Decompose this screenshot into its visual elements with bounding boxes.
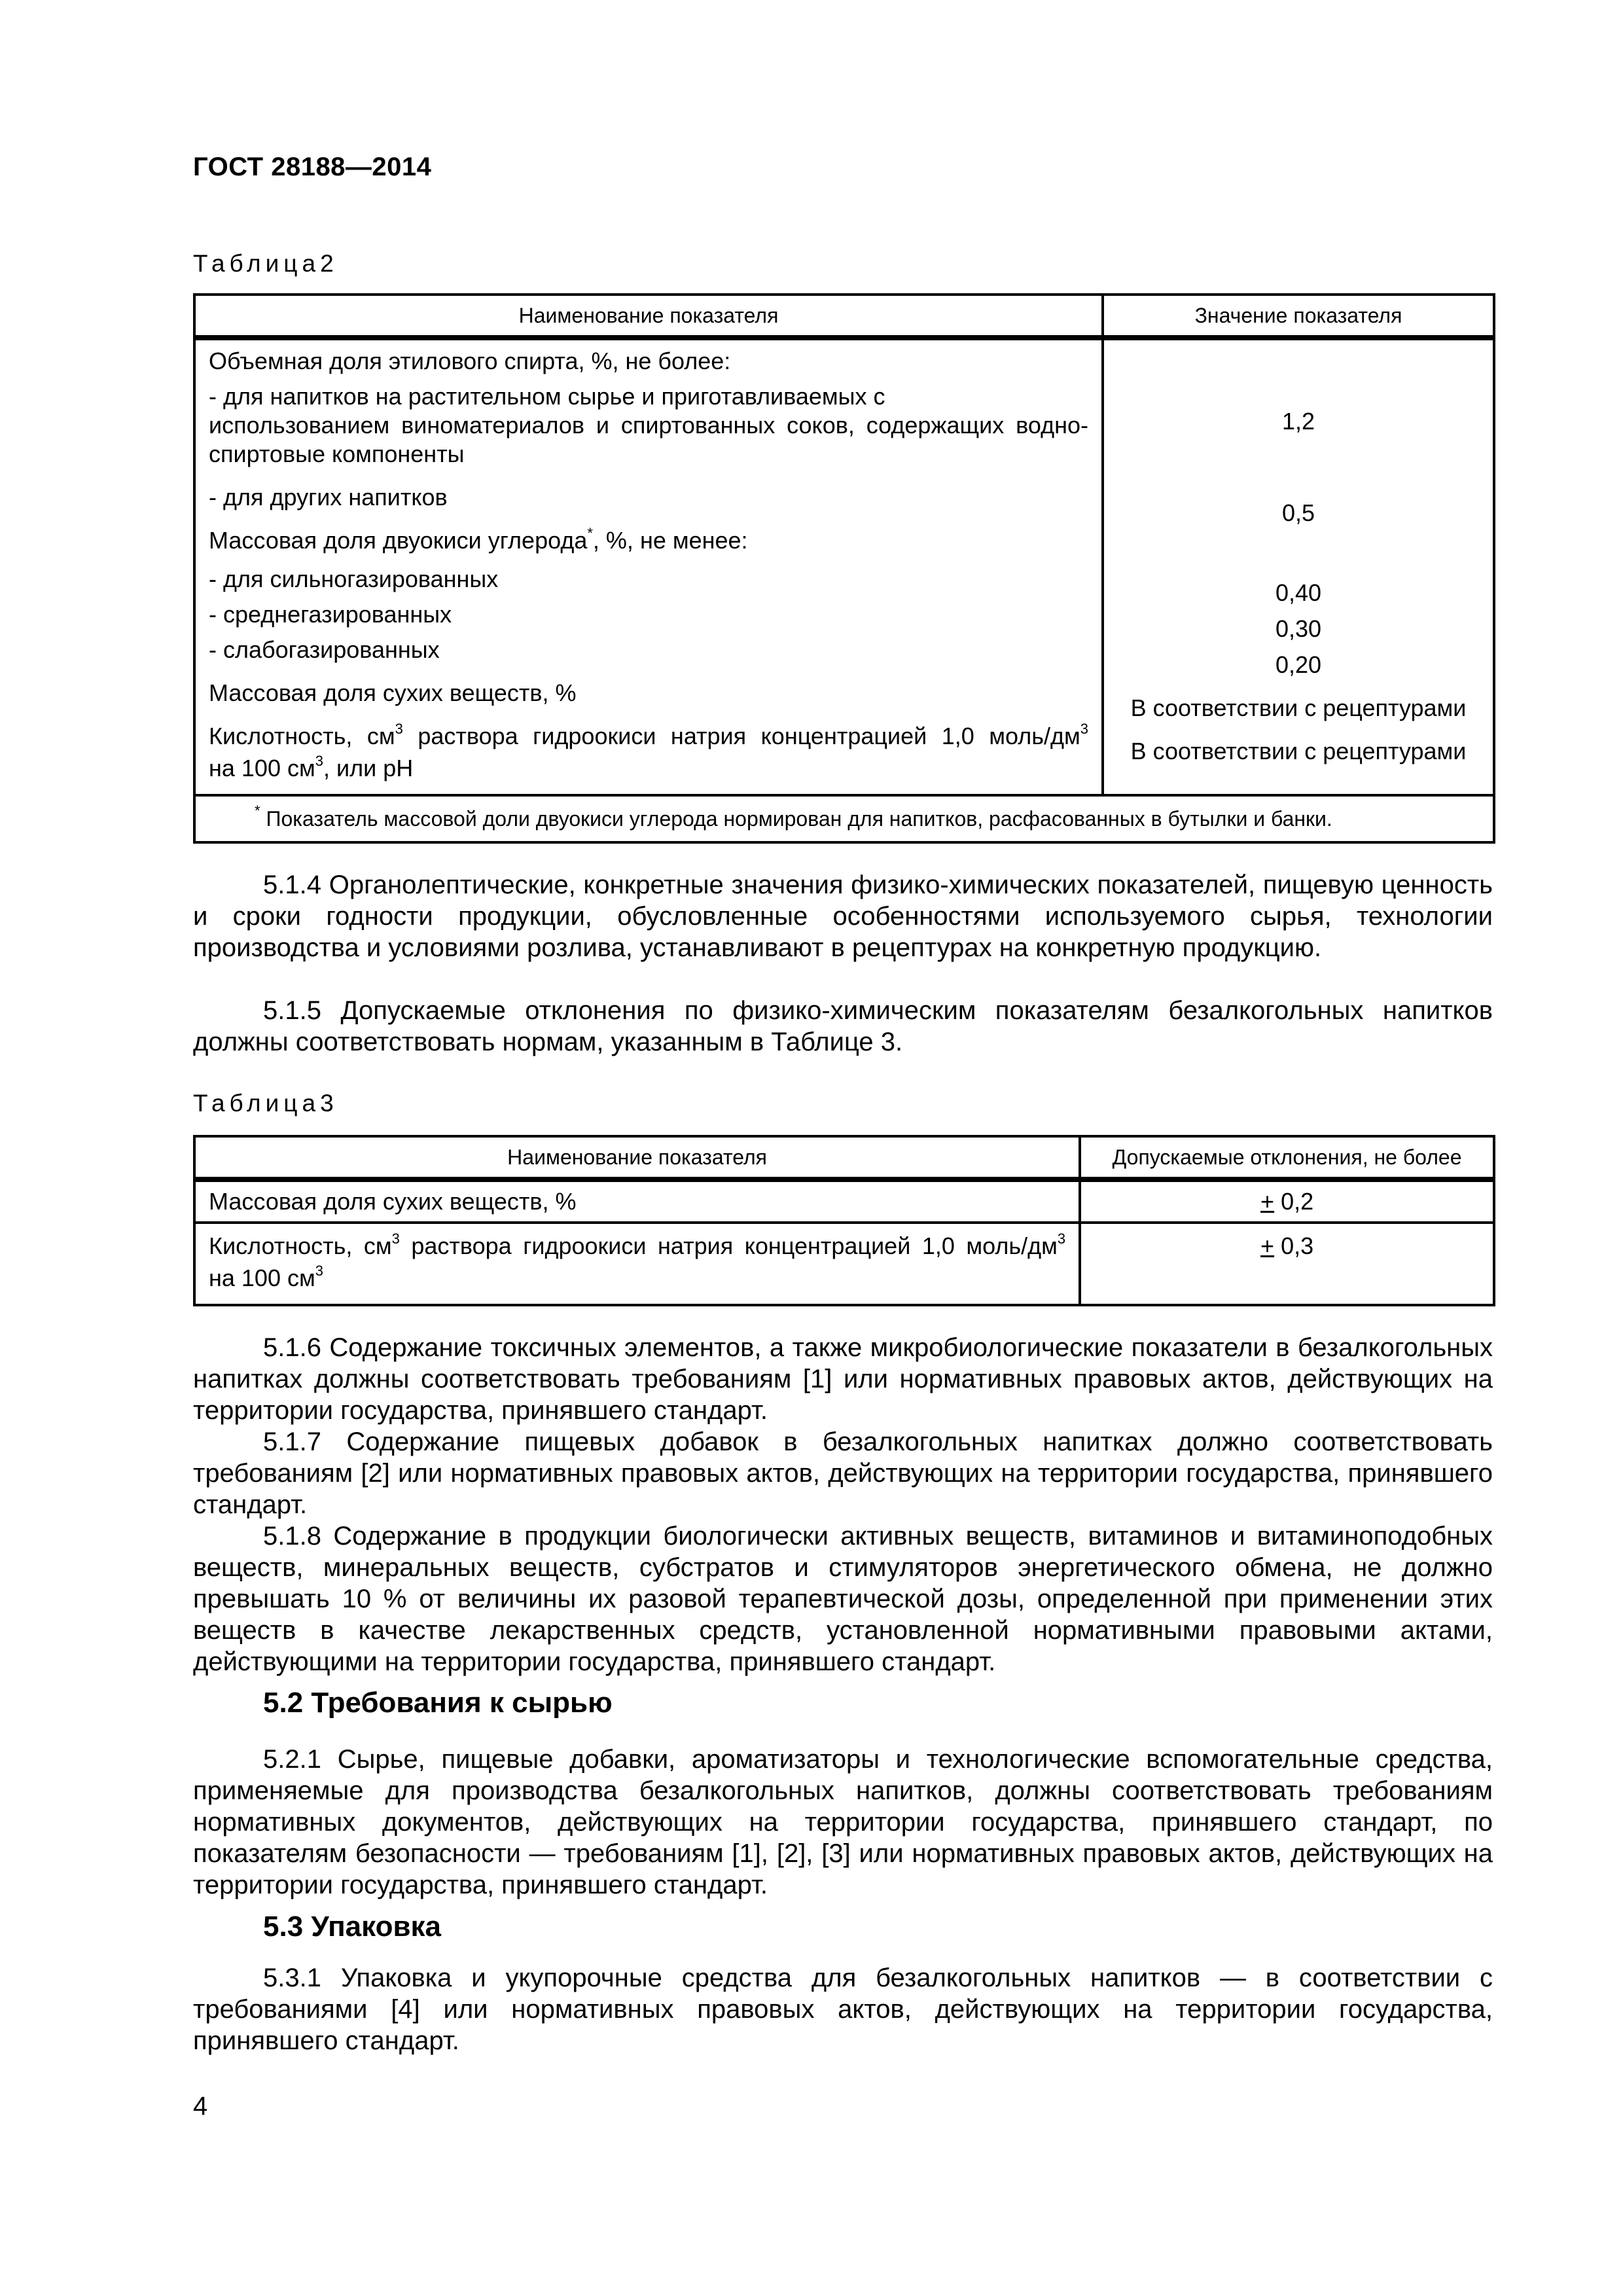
page-number: 4 — [193, 2092, 208, 2121]
table2-solids-value: В соответствии с рецептурами — [1130, 694, 1467, 721]
table2-acid-value: В соответствии с рецептурами — [1130, 738, 1467, 764]
table3-caption: Таблица3 — [193, 1090, 338, 1117]
paragraph-5-1-4: 5.1.4 Органолептические, конкретные значения физико-химических показателей, пищевую ценность и сроки годности продукции, обусловленные особенностями используемого сырья, технологии производства и условиями розлива, устанавливают в рецептурах на конкретную продукцию. — [193, 870, 1493, 962]
paragraph-5-2-1: 5.2.1 Сырье, пищевые добавки, ароматизаторы и технологические вспомогательные средства, применяемые для производства безалкогольных напитков, должны соответствовать требованиям нормативных документов, действующих на территории государства, принявшего стандарт, по показателям безопасности — требованиям [1], [2], [3] или нормативных правовых актов, действующих на территории государства, принявшего стандарт. — [193, 1745, 1493, 1899]
table2-co2-medium-value: 0,30 — [1275, 615, 1322, 642]
table2-co2-weak-value: 0,20 — [1275, 651, 1322, 678]
table2-co2-medium: - среднегазированных — [209, 601, 452, 628]
section-5-3-heading: 5.3 Упаковка — [263, 1910, 441, 1943]
table2-names-cell — [194, 338, 1103, 795]
paragraph-5-1-8: 5.1.8 Содержание в продукции биологически активных веществ, витаминов и витаминоподобных веществ, минеральных веществ, субстратов и стимуляторов энергетического обмена, не должно превышать 10 % от величины их разовой терапевтической дозы, определенной при применении этих веществ в качестве лекарственных средств, установленной нормативными правовыми актами, действующими на территории государства, принявшего стандарт. — [193, 1522, 1493, 1676]
table3-col-value: Допускаемые отклонения, не более — [1080, 1136, 1494, 1179]
table3-row-solids — [194, 1179, 1494, 1223]
table3-row-acid — [194, 1223, 1494, 1305]
table2-alcohol-plant-line3: спиртовые компоненты — [209, 440, 465, 467]
table2-caption: Таблица2 — [193, 250, 338, 277]
table2-footnote-row — [194, 795, 1494, 842]
paragraph-5-1-6: 5.1.6 Содержание токсичных элементов, а также микробиологические показатели в безалкогольных напитках должны соответствовать требованиям [1] или нормативных правовых актов, действующих на территории государства, принявшего стандарт. — [193, 1333, 1493, 1425]
table2-alcohol-other-value: 0,5 — [1281, 499, 1315, 526]
table2-acid-line2: на 100 $см^3$, или pH — [209, 753, 414, 781]
table2-alcohol-plant-value: 1,2 — [1281, 408, 1315, 435]
paragraph-5-1-5: 5.1.5 Допускаемые отклонения по физико-химическим показателям безалкогольных напитков должны соответствовать нормам, указанным в Таблице 3. — [193, 996, 1493, 1056]
table2-body-row — [194, 338, 1494, 795]
table2-co2-weak: - слабогазированных — [209, 636, 440, 663]
table2-alcohol-title: Объемная доля этилового спирта, %, не более: — [209, 348, 731, 374]
table3-acid: Кислотность, $см^3$ раствора гидроокиси натрия концентрацией 1,0 моль/$дм^3$ на 100 $см^3$ — [194, 1223, 1080, 1305]
section-5-2-heading: 5.2 Требования к сырью — [263, 1687, 613, 1719]
table3-acid-value: + 0,3 — [1080, 1223, 1494, 1305]
table2-alcohol-plant-line1: - для напитков на растительном сырье и приготавливаемых с — [209, 383, 885, 410]
table3-header-row — [194, 1136, 1494, 1179]
table2-solids: Массовая доля сухих веществ, % — [209, 679, 577, 706]
table2 — [193, 293, 1495, 844]
table3-col-name: Наименование показателя — [194, 1136, 1080, 1179]
paragraph-5-1-7: 5.1.7 Содержание пищевых добавок в безалкогольных напитках должно соответствовать требованиям [2] или нормативных правовых актов, действующих на территории государства, принявшего стандарт. — [193, 1427, 1493, 1519]
table2-header-row — [194, 295, 1494, 338]
table2-acid-line1: Кислотность, $см^3$ раствора гидроокиси натрия концентрацией 1,0 моль/$дм^3$ — [209, 721, 1088, 749]
table2-co2-title: Массовая доля двуокиси углерода*, %, не менее: — [209, 525, 748, 554]
paragraph-5-3-1: 5.3.1 Упаковка и укупорочные средства для безалкогольных напитков — в соответствии с требованиями [4] или нормативных правовых актов, действующих на территории государства, принявшего стандарт. — [193, 1964, 1493, 2055]
table2-alcohol-other: - для других напитков — [209, 484, 448, 511]
table2-co2-strong-value: 0,40 — [1275, 579, 1322, 606]
table2-col-value: Значение показателя — [1103, 295, 1494, 338]
table2-col-name: Наименование показателя — [194, 295, 1103, 338]
table2-alcohol-plant-line2: использованием виноматериалов и спиртованных соков, содержащих водно- — [209, 412, 1088, 439]
document-header: ГОСТ 28188—2014 — [193, 152, 432, 181]
table2-co2-strong: - для сильногазированных — [209, 565, 499, 592]
table2-values-cell — [1103, 338, 1494, 795]
table3-solids: Массовая доля сухих веществ, % — [194, 1179, 1080, 1223]
table3-solids-value: + 0,2 — [1080, 1179, 1494, 1223]
table3 — [193, 1135, 1495, 1306]
table2-footnote: * Показатель массовой доли двуокиси углерода нормирован для напитков, расфасованных в бутылки и банки. — [194, 795, 1494, 842]
